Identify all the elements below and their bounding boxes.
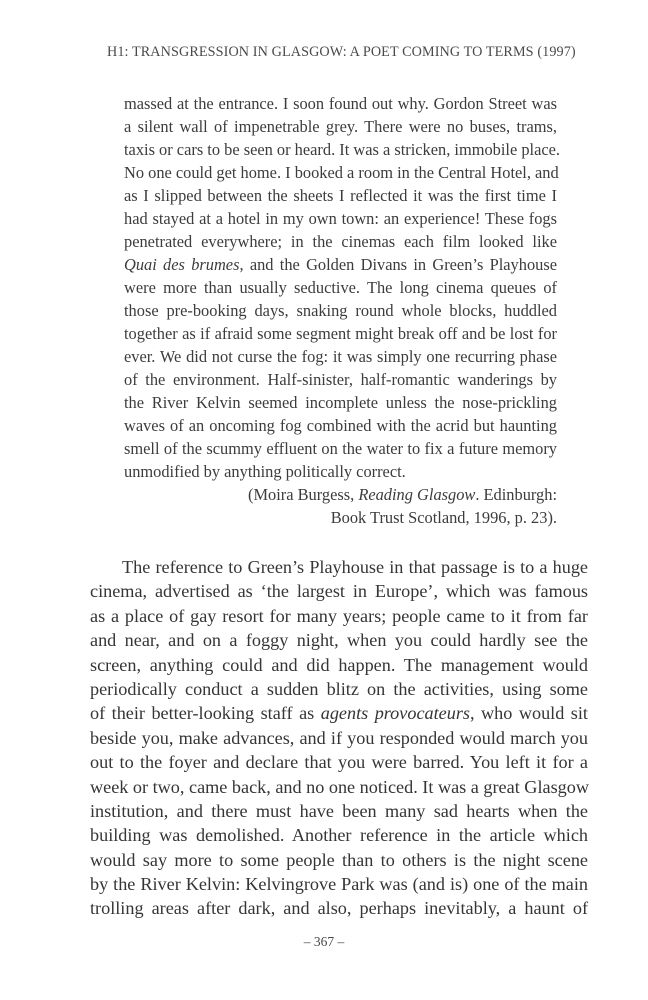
quote-line: smell of the scummy effluent on the water to fix a future memory [124, 439, 557, 458]
citation-book-title: Reading Glasgow [358, 485, 476, 504]
quote-line: as I slipped between the sheets I reflected it was the first time I [124, 186, 557, 205]
body-line: out to the foyer and declare that you were barred. You left it for a [90, 752, 588, 773]
italic-phrase: agents provocateurs [320, 703, 470, 724]
block-quote [124, 92, 561, 529]
citation-place: . Edinburgh: [475, 485, 557, 504]
citation-line-1 [124, 483, 557, 506]
quote-line: massed at the entrance. I soon found out why. Gordon Street was [124, 94, 557, 113]
body-paragraph [90, 555, 588, 921]
quote-line: waves of an oncoming fog combined with the acrid but haunting [124, 416, 557, 435]
quote-line: those pre-booking days, snaking round whole blocks, huddled [124, 301, 557, 320]
body-line: The reference to Green’s Playhouse in that passage is to a huge [122, 557, 588, 577]
body-line: screen, anything could and did happen. The management would [90, 654, 588, 675]
running-head: H1: TRANSGRESSION IN GLASGOW: A POET COMING TO TERMS (1997) [107, 44, 576, 60]
quote-line: the River Kelvin seemed incomplete unless the nose-prickling [124, 393, 557, 412]
body-line: would say more to some people than to others is the night scene [90, 849, 588, 870]
body-line: week or two, came back, and no one noticed. It was a great Glasgow [90, 776, 589, 797]
body-line-post: , who would sit [470, 703, 588, 724]
quote-line: were more than usually seductive. The long cinema queues of [124, 278, 557, 297]
body-line: periodically conduct a sudden blitz on the activities, using some [90, 678, 588, 699]
quote-line [124, 253, 557, 276]
body-line: by the River Kelvin: Kelvingrove Park was (and is) one of the main [90, 874, 588, 895]
body-line: institution, and there must have been many sad hearts when the [90, 800, 588, 821]
body-line: beside you, make advances, and if you responded would march you [90, 727, 588, 748]
body-line [90, 701, 588, 725]
quote-line: taxis or cars to be seen or heard. It was a stricken, immobile place. [124, 140, 561, 159]
body-line: as a place of gay resort for many years; people came to it from far [90, 605, 588, 626]
quote-line: penetrated everywhere; in the cinemas each film looked like [124, 232, 557, 251]
quote-line: a silent wall of impenetrable grey. There were no buses, trams, [124, 117, 557, 136]
quote-line: together as if afraid some segment might break off and be lost for [124, 324, 557, 343]
quote-line: had stayed at a hotel in my own town: an experience! These fogs [124, 209, 557, 228]
quote-line-rest: , and the Golden Divans in Green’s Playhouse [239, 255, 557, 274]
citation-author: (Moira Burgess, [248, 485, 359, 504]
body-line-pre: of their better-looking staff as [90, 703, 321, 724]
italic-film-title: Quai des brumes [124, 255, 240, 274]
quote-line: No one could get home. I booked a room in the Central Hotel, and [124, 163, 559, 182]
body-line: building was demolished. Another reference in the article which [90, 825, 588, 846]
body-line: cinema, advertised as ‘the largest in Europe’, which was famous [90, 581, 588, 602]
body-line: and near, and on a foggy night, when you could hardly see the [90, 630, 588, 651]
quote-line: ever. We did not curse the fog: it was simply one recurring phase [124, 347, 557, 366]
quote-line: unmodified by anything politically correct. [124, 462, 406, 481]
body-line: trolling areas after dark, and also, perhaps inevitably, a haunt of [90, 898, 588, 919]
quote-line: of the environment. Half-sinister, half-romantic wanderings by [124, 370, 557, 389]
page-number: – 367 – [303, 934, 345, 949]
citation-line-2: Book Trust Scotland, 1996, p. 23). [330, 508, 557, 527]
